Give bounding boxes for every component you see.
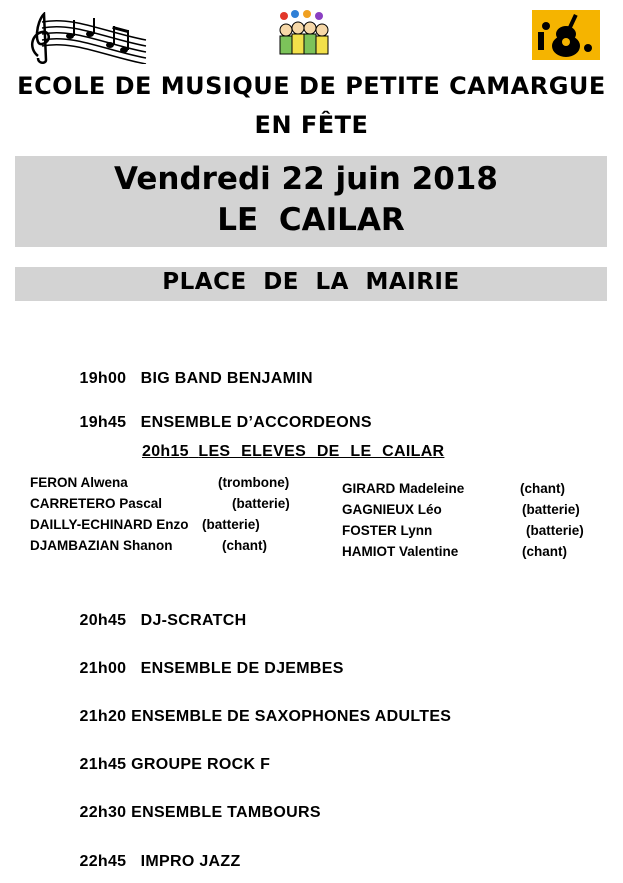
student-entry: [342, 481, 565, 496]
program-act: ENSEMBLE DE SAXOPHONES ADULTES: [131, 708, 452, 725]
program-item: [70, 642, 344, 678]
program-act: ENSEMBLE D’ACCORDEONS: [140, 414, 372, 431]
program-time: 19h00: [79, 370, 127, 387]
school-title: ECOLE DE MUSIQUE DE PETITE CAMARGUE: [17, 72, 606, 100]
singers-icon: [276, 6, 332, 58]
student-entry: [342, 502, 580, 517]
school-subtitle: EN FÊTE: [254, 111, 369, 139]
student-instrument: (batterie): [526, 523, 584, 538]
student-name: GAGNIEUX Léo: [342, 502, 442, 517]
students-title: LES ELEVES DE LE CAILAR: [198, 443, 445, 460]
program-act: ENSEMBLE DE DJEMBES: [140, 660, 344, 677]
program-act: GROUPE ROCK F: [131, 756, 271, 773]
program-time: 20h45: [79, 612, 127, 629]
place-banner: [15, 267, 607, 301]
student-instrument: (batterie): [522, 502, 580, 517]
program-item: [70, 690, 451, 726]
student-instrument: (batterie): [202, 517, 260, 532]
music-staff-icon: [24, 12, 154, 64]
program-act: IMPRO JAZZ: [140, 853, 241, 870]
student-entry: [30, 517, 260, 532]
student-entry: [342, 523, 584, 538]
program-item: [70, 738, 270, 774]
program-item: [70, 786, 321, 822]
student-name: HAMIOT Valentine: [342, 544, 459, 559]
students-time: 20h15: [142, 443, 189, 460]
program-item: [70, 594, 246, 630]
student-instrument: (chant): [520, 481, 565, 496]
guitar-icon: [530, 8, 602, 62]
student-name: GIRARD Madeleine: [342, 481, 465, 496]
program-time: 19h45: [79, 414, 127, 431]
program-act: ENSEMBLE TAMBOURS: [131, 804, 321, 821]
students-heading: [142, 443, 444, 461]
student-entry: [30, 496, 290, 511]
program-time: 21h20: [79, 708, 127, 725]
student-name: FOSTER Lynn: [342, 523, 433, 538]
student-instrument: (chant): [522, 544, 567, 559]
program-item: [70, 396, 372, 432]
program-item: [70, 352, 313, 388]
program-time: 22h30: [79, 804, 127, 821]
program-time: 22h45: [79, 853, 127, 870]
event-place: PLACE DE LA MAIRIE: [162, 269, 460, 295]
event-town: LE CAILAR: [217, 202, 405, 238]
student-name: DAILLY-ECHINARD Enzo: [30, 517, 189, 532]
program-time: 21h00: [79, 660, 127, 677]
student-entry: [342, 544, 567, 559]
student-instrument: (chant): [222, 538, 267, 553]
program-act: BIG BAND BENJAMIN: [140, 370, 313, 387]
program-time: 21h45: [79, 756, 127, 773]
student-instrument: (batterie): [232, 496, 290, 511]
student-entry: [30, 475, 290, 490]
student-name: CARRETERO Pascal: [30, 496, 163, 511]
student-instrument: (trombone): [218, 475, 290, 490]
student-name: DJAMBAZIAN Shanon: [30, 538, 173, 553]
date-banner: [15, 156, 607, 247]
program-act: DJ-SCRATCH: [140, 612, 247, 629]
program-item: [70, 835, 241, 871]
student-name: FERON Alwena: [30, 475, 128, 490]
event-date: Vendredi 22 juin 2018: [114, 161, 498, 197]
student-entry: [30, 538, 267, 553]
